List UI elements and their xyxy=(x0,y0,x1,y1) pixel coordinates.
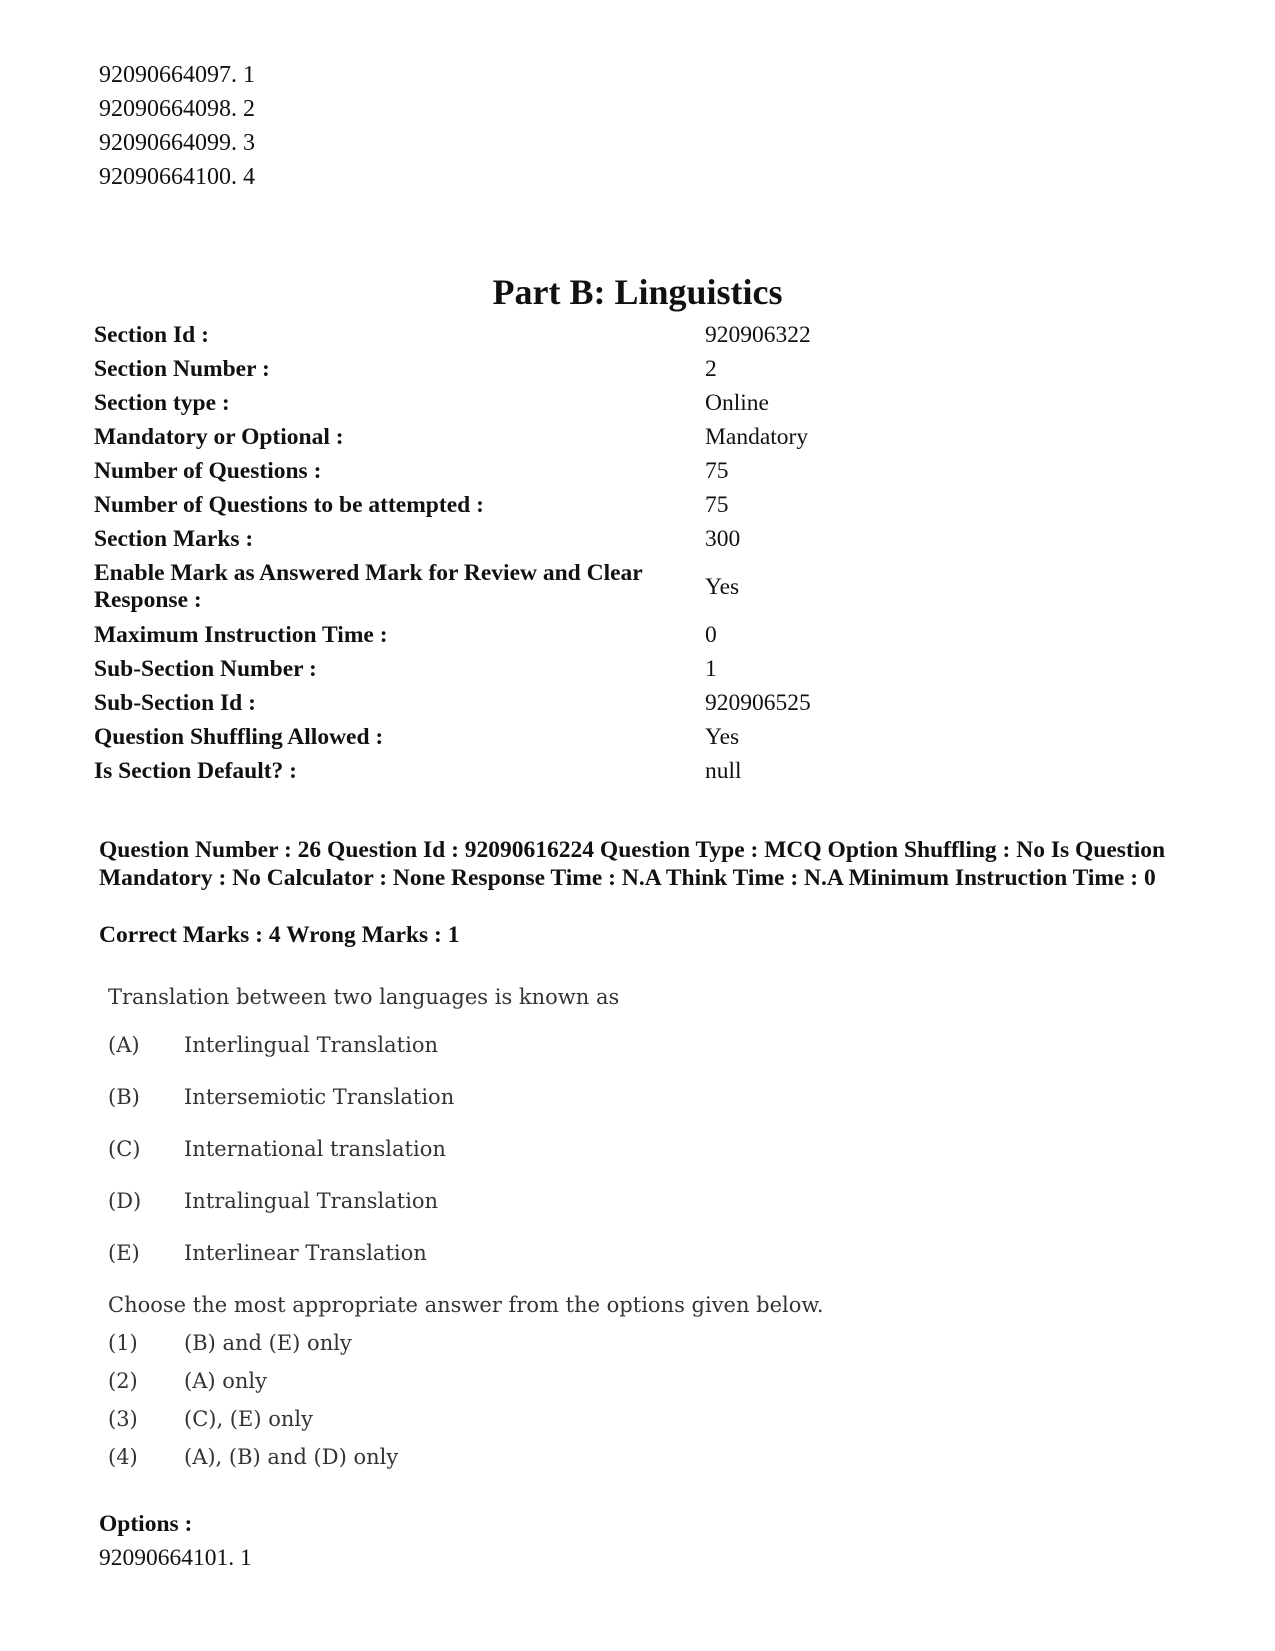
detail-label: Sub-Section Id : xyxy=(94,690,256,716)
detail-value: 1 xyxy=(705,656,717,682)
detail-label: Section type : xyxy=(94,390,230,416)
part-title: Part B: Linguistics xyxy=(492,272,783,312)
detail-value: null xyxy=(705,758,742,784)
choice-label: (1) xyxy=(108,1331,138,1355)
option-id-line: 92090664101. 1 xyxy=(99,1545,252,1571)
detail-value: Online xyxy=(705,390,769,416)
detail-value: Yes xyxy=(705,574,740,600)
options-heading: Options : xyxy=(99,1511,193,1537)
detail-value: 75 xyxy=(705,458,729,484)
choice-text: (A), (B) and (D) only xyxy=(184,1445,399,1469)
option-text: Interlingual Translation xyxy=(184,1033,438,1057)
option-label: (A) xyxy=(108,1033,140,1057)
option-id-line: 92090664097. 1 xyxy=(99,62,255,88)
choice-label: (2) xyxy=(108,1369,138,1393)
choice-text: (B) and (E) only xyxy=(184,1331,352,1355)
detail-label: Enable Mark as Answered Mark for Review and Clear Response : xyxy=(94,560,643,613)
detail-value: 2 xyxy=(705,356,717,382)
detail-value: 75 xyxy=(705,492,729,518)
option-text: Intralingual Translation xyxy=(184,1189,439,1213)
instruction-text: Choose the most appropriate answer from the options given below. xyxy=(108,1293,824,1317)
option-id-line: 92090664099. 3 xyxy=(99,130,255,156)
detail-value: Mandatory xyxy=(705,424,809,450)
detail-value: 0 xyxy=(705,622,717,648)
option-text: Intersemiotic Translation xyxy=(184,1085,455,1109)
option-id-line: 92090664100. 4 xyxy=(99,164,255,190)
detail-label: Question Shuffling Allowed : xyxy=(94,724,384,750)
detail-label: Section Marks : xyxy=(94,526,254,552)
detail-label: Number of Questions to be attempted : xyxy=(94,492,484,518)
detail-value: 920906525 xyxy=(705,690,811,716)
choice-label: (3) xyxy=(108,1407,138,1431)
detail-value: 920906322 xyxy=(705,322,811,348)
choice-label: (4) xyxy=(108,1445,138,1469)
detail-value: 300 xyxy=(705,526,741,552)
detail-label: Is Section Default? : xyxy=(94,758,297,784)
detail-label: Number of Questions : xyxy=(94,458,322,484)
option-label: (C) xyxy=(108,1137,141,1161)
detail-label: Section Number : xyxy=(94,356,270,382)
option-label: (D) xyxy=(108,1189,142,1213)
marks-line: Correct Marks : 4 Wrong Marks : 1 xyxy=(99,922,460,948)
option-label: (B) xyxy=(108,1085,140,1109)
option-label: (E) xyxy=(108,1241,140,1265)
option-id-line: 92090664098. 2 xyxy=(99,96,255,122)
question-text: Translation between two languages is known as xyxy=(108,985,620,1009)
question-header: Question Number : 26 Question Id : 92090616224 Question Type : MCQ Option Shuffling : No Is Question Mandatory : No Calculator : None Response Time : N.A Think Time : N.A Minimum Instruction Time : 0 xyxy=(99,837,1166,891)
option-text: International translation xyxy=(184,1137,446,1161)
detail-label: Sub-Section Number : xyxy=(94,656,317,682)
option-text: Interlinear Translation xyxy=(184,1241,427,1265)
choice-text: (C), (E) only xyxy=(184,1407,313,1431)
detail-label: Section Id : xyxy=(94,322,209,348)
detail-label: Maximum Instruction Time : xyxy=(94,622,388,648)
detail-label: Mandatory or Optional : xyxy=(94,424,344,450)
detail-value: Yes xyxy=(705,724,740,750)
choice-text: (A) only xyxy=(184,1369,267,1393)
